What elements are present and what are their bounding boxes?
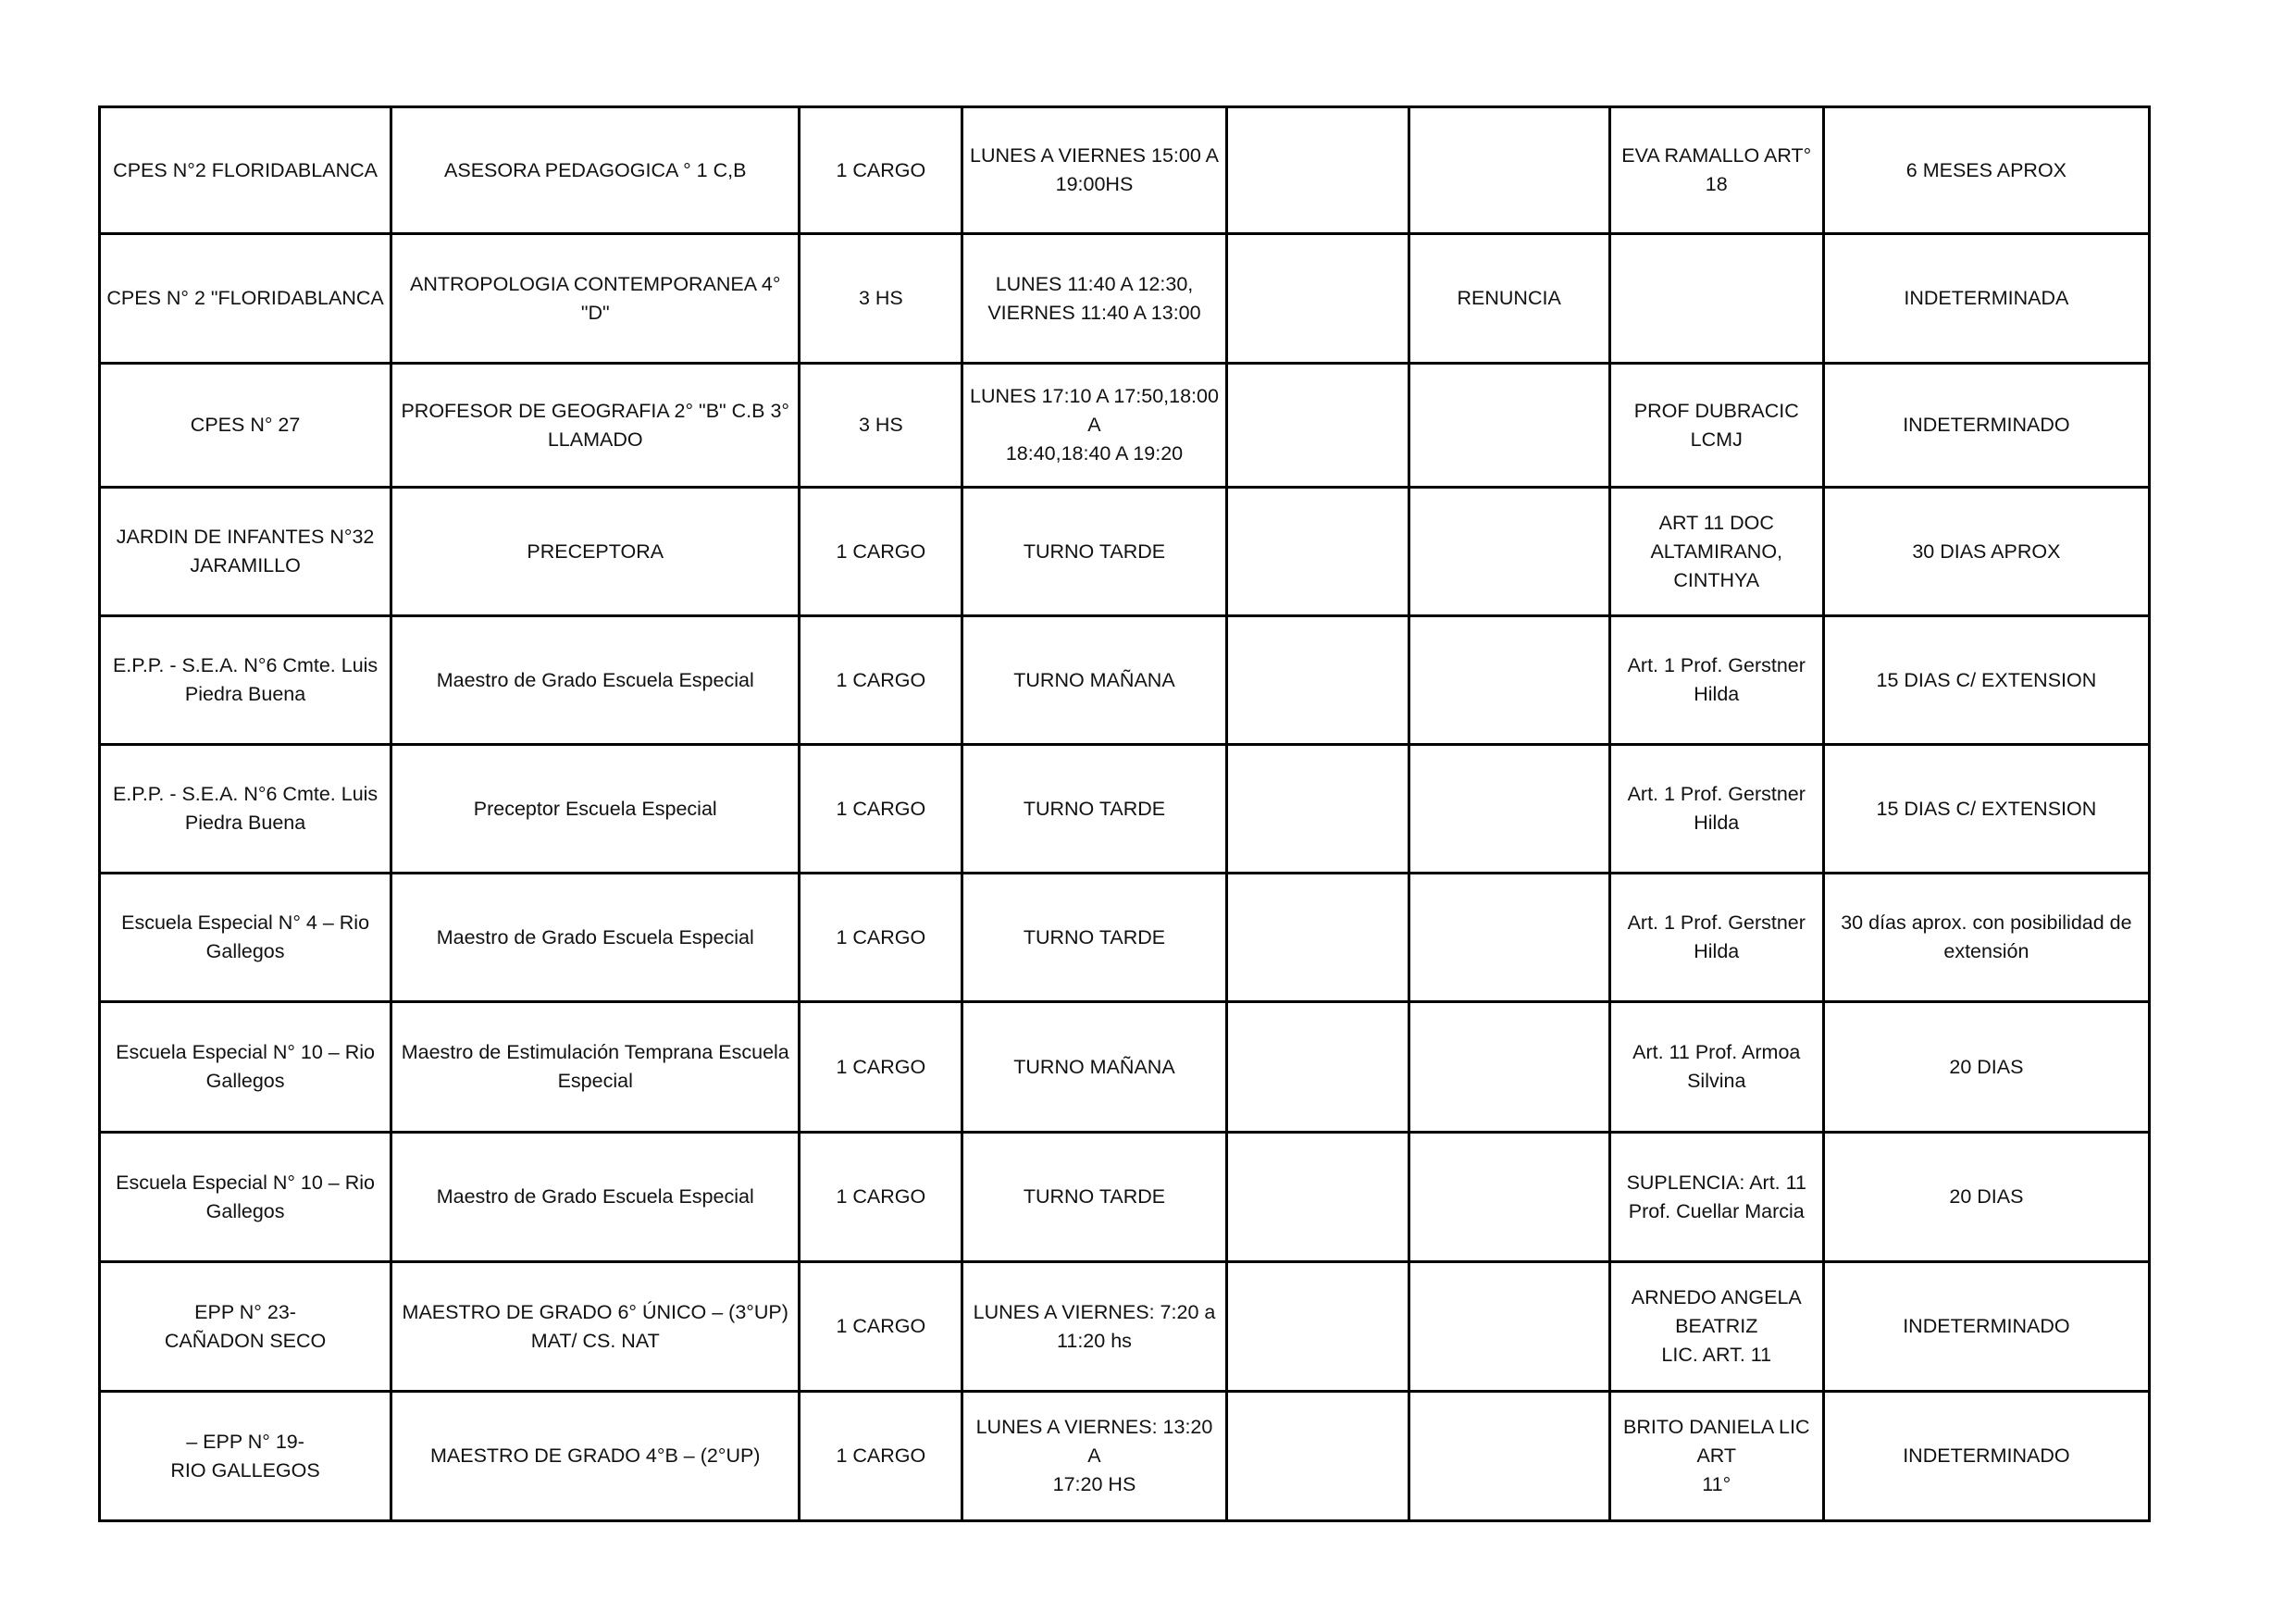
load-cell: 3 HS (800, 234, 962, 364)
replaced-teacher-cell: SUPLENCIA: Art. 11 Prof. Cuellar Marcia (1609, 1133, 1823, 1262)
schedule-cell: TURNO MAÑANA (962, 1002, 1226, 1133)
vacancies-table (98, 105, 2151, 1522)
blank-cell-a (1226, 1392, 1409, 1521)
school-cell: JARDIN DE INFANTES N°32 JARAMILLO (100, 488, 391, 616)
reason-cell (1409, 364, 1609, 488)
duration-cell: 20 DIAS (1823, 1133, 2149, 1262)
replaced-teacher-cell: EVA RAMALLO ART° 18 (1609, 107, 1823, 234)
duration-cell: 20 DIAS (1823, 1002, 2149, 1133)
table-body (100, 107, 2150, 1521)
school-cell: CPES N° 2 "FLORIDABLANCA (100, 234, 391, 364)
position-cell: Maestro de Estimulación Temprana Escuela Especial (391, 1002, 800, 1133)
load-cell: 1 CARGO (800, 1392, 962, 1521)
load-cell: 1 CARGO (800, 488, 962, 616)
blank-cell-a (1226, 874, 1409, 1002)
reason-cell (1409, 1392, 1609, 1521)
replaced-teacher-cell: Art. 1 Prof. Gerstner Hilda (1609, 616, 1823, 745)
reason-cell (1409, 874, 1609, 1002)
load-cell: 1 CARGO (800, 1133, 962, 1262)
reason-cell (1409, 1133, 1609, 1262)
table-row (100, 1262, 2150, 1392)
position-cell: MAESTRO DE GRADO 4°B – (2°UP) (391, 1392, 800, 1521)
school-cell: E.P.P. - S.E.A. N°6 Cmte. Luis Piedra Buena (100, 745, 391, 874)
school-cell: E.P.P. - S.E.A. N°6 Cmte. Luis Piedra Buena (100, 616, 391, 745)
position-cell: Preceptor Escuela Especial (391, 745, 800, 874)
duration-cell: INDETERMINADO (1823, 364, 2149, 488)
school-cell: Escuela Especial N° 4 – Rio Gallegos (100, 874, 391, 1002)
schedule-cell: LUNES A VIERNES: 13:20 A 17:20 HS (962, 1392, 1226, 1521)
school-cell: CPES N° 27 (100, 364, 391, 488)
replaced-teacher-cell: Art. 1 Prof. Gerstner Hilda (1609, 874, 1823, 1002)
duration-cell: 15 DIAS C/ EXTENSION (1823, 616, 2149, 745)
reason-cell (1409, 745, 1609, 874)
schedule-cell: TURNO TARDE (962, 874, 1226, 1002)
blank-cell-a (1226, 745, 1409, 874)
duration-cell: 30 DIAS APROX (1823, 488, 2149, 616)
position-cell: Maestro de Grado Escuela Especial (391, 874, 800, 1002)
load-cell: 1 CARGO (800, 1002, 962, 1133)
table-row (100, 488, 2150, 616)
position-cell: ASESORA PEDAGOGICA ° 1 C,B (391, 107, 800, 234)
school-cell: Escuela Especial N° 10 – Rio Gallegos (100, 1002, 391, 1133)
reason-cell: RENUNCIA (1409, 234, 1609, 364)
schedule-cell: TURNO TARDE (962, 488, 1226, 616)
position-cell: MAESTRO DE GRADO 6° ÚNICO – (3°UP) MAT/ CS. NAT (391, 1262, 800, 1392)
duration-cell: INDETERMINADO (1823, 1392, 2149, 1521)
load-cell: 1 CARGO (800, 107, 962, 234)
duration-cell: 6 MESES APROX (1823, 107, 2149, 234)
school-cell: CPES N°2 FLORIDABLANCA (100, 107, 391, 234)
schedule-cell: TURNO TARDE (962, 745, 1226, 874)
duration-cell: INDETERMINADO (1823, 1262, 2149, 1392)
schedule-cell: TURNO MAÑANA (962, 616, 1226, 745)
load-cell: 1 CARGO (800, 874, 962, 1002)
replaced-teacher-cell: ARNEDO ANGELA BEATRIZ LIC. ART. 11 (1609, 1262, 1823, 1392)
table-row (100, 1392, 2150, 1521)
replaced-teacher-cell: PROF DUBRACIC LCMJ (1609, 364, 1823, 488)
reason-cell (1409, 488, 1609, 616)
position-cell: Maestro de Grado Escuela Especial (391, 616, 800, 745)
school-cell: Escuela Especial N° 10 – Rio Gallegos (100, 1133, 391, 1262)
position-cell: PROFESOR DE GEOGRAFIA 2° "B" C.B 3° LLAMADO (391, 364, 800, 488)
replaced-teacher-cell: Art. 11 Prof. Armoa Silvina (1609, 1002, 1823, 1133)
reason-cell (1409, 616, 1609, 745)
schedule-cell: TURNO TARDE (962, 1133, 1226, 1262)
table-row (100, 616, 2150, 745)
position-cell: ANTROPOLOGIA CONTEMPORANEA 4° "D" (391, 234, 800, 364)
schedule-cell: LUNES 17:10 A 17:50,18:00 A 18:40,18:40 A 19:20 (962, 364, 1226, 488)
replaced-teacher-cell (1609, 234, 1823, 364)
position-cell: Maestro de Grado Escuela Especial (391, 1133, 800, 1262)
duration-cell: 15 DIAS C/ EXTENSION (1823, 745, 2149, 874)
position-cell: PRECEPTORA (391, 488, 800, 616)
blank-cell-a (1226, 1262, 1409, 1392)
load-cell: 1 CARGO (800, 616, 962, 745)
load-cell: 3 HS (800, 364, 962, 488)
reason-cell (1409, 1002, 1609, 1133)
school-cell: – EPP N° 19- RIO GALLEGOS (100, 1392, 391, 1521)
school-cell: EPP N° 23- CAÑADON SECO (100, 1262, 391, 1392)
replaced-teacher-cell: ART 11 DOC ALTAMIRANO, CINTHYA (1609, 488, 1823, 616)
duration-cell: INDETERMINADA (1823, 234, 2149, 364)
schedule-cell: LUNES 11:40 A 12:30, VIERNES 11:40 A 13:00 (962, 234, 1226, 364)
blank-cell-a (1226, 488, 1409, 616)
blank-cell-a (1226, 234, 1409, 364)
blank-cell-a (1226, 1133, 1409, 1262)
load-cell: 1 CARGO (800, 745, 962, 874)
table-row (100, 1133, 2150, 1262)
reason-cell (1409, 1262, 1609, 1392)
replaced-teacher-cell: Art. 1 Prof. Gerstner Hilda (1609, 745, 1823, 874)
table-row (100, 364, 2150, 488)
schedule-cell: LUNES A VIERNES 15:00 A 19:00HS (962, 107, 1226, 234)
duration-cell: 30 días aprox. con posibilidad de extensión (1823, 874, 2149, 1002)
schedule-cell: LUNES A VIERNES: 7:20 a 11:20 hs (962, 1262, 1226, 1392)
table-row (100, 234, 2150, 364)
table-row (100, 874, 2150, 1002)
table-row (100, 1002, 2150, 1133)
blank-cell-a (1226, 1002, 1409, 1133)
reason-cell (1409, 107, 1609, 234)
blank-cell-a (1226, 616, 1409, 745)
load-cell: 1 CARGO (800, 1262, 962, 1392)
blank-cell-a (1226, 364, 1409, 488)
table-row (100, 107, 2150, 234)
replaced-teacher-cell: BRITO DANIELA LIC ART 11° (1609, 1392, 1823, 1521)
table-row (100, 745, 2150, 874)
blank-cell-a (1226, 107, 1409, 234)
